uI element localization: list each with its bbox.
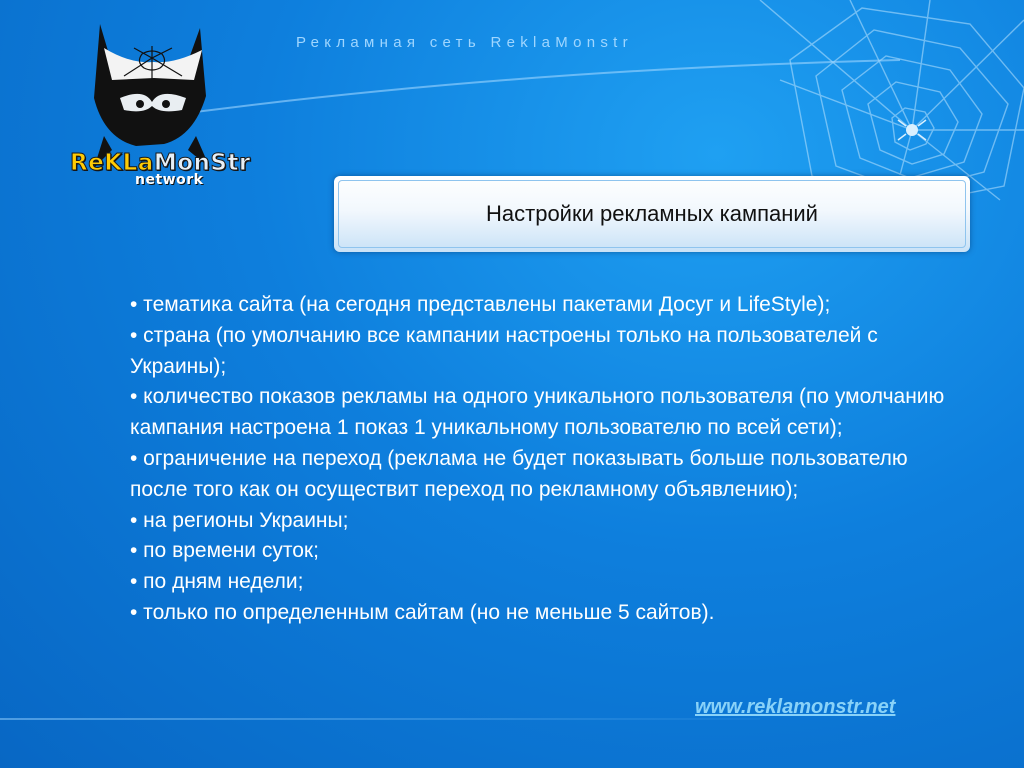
list-item: • количество показов рекламы на одного уникального пользователя (по умолчанию кампания настроена 1 показ 1 уникальному пользователю по всей сети); [130, 385, 945, 440]
slide-title: Настройки рекламных кампаний [338, 180, 966, 248]
list-item: • только по определенным сайтам (но не меньше 5 сайтов). [130, 600, 715, 624]
list-item: • на регионы Украины; [130, 508, 349, 532]
network-tagline: Рекламная сеть ReklaMonstr [296, 34, 633, 51]
logo[interactable] [70, 150, 251, 188]
list-item: • по времени суток; [130, 539, 319, 563]
list-item: • ограничение на переход (реклама не будет показывать больше пользователю после того как он осуществит переход по рекламному объявлению); [130, 446, 908, 501]
logo-brand: ReKLaMonStr [70, 150, 251, 176]
logo-subtitle: network [135, 172, 204, 188]
bullet-list [130, 290, 960, 629]
title-box [334, 176, 970, 252]
list-item: • тематика сайта (на сегодня представлены пакетами Досуг и LifeStyle); [130, 293, 831, 316]
list-item: • страна (по умолчанию все кампании настроены только на пользователей с Украины); [130, 323, 878, 378]
website-link[interactable]: www.reklamonstr.net [695, 696, 896, 718]
footer-divider [0, 718, 760, 720]
list-item: • по дням недели; [130, 570, 304, 594]
